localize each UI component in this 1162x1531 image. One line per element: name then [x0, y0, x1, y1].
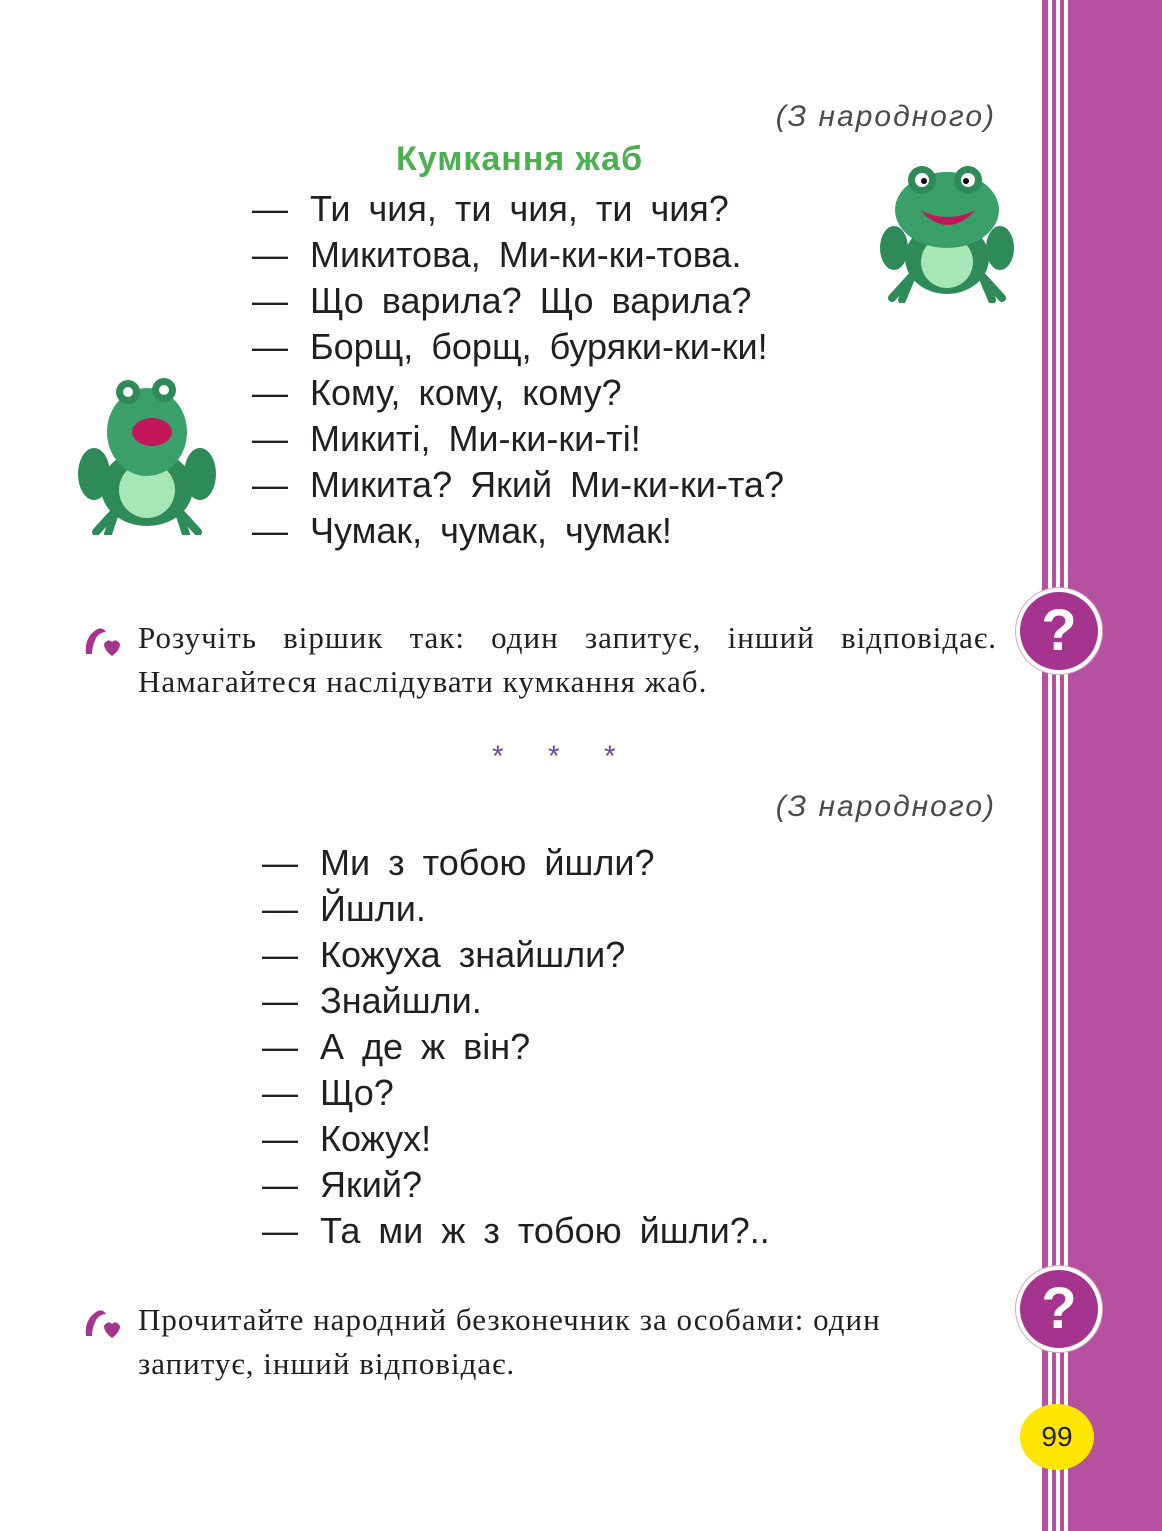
dialogue-dash: —	[252, 234, 288, 275]
poem-line	[262, 1116, 770, 1162]
question-mark-icon	[1020, 1270, 1098, 1348]
poem-line	[252, 462, 784, 508]
dialogue-dash: —	[252, 372, 288, 413]
poem-line	[262, 886, 770, 932]
poem-line-text: Знайшли.	[320, 980, 482, 1021]
poem-line	[252, 370, 784, 416]
task-paragraph	[82, 616, 997, 704]
page-number: 99	[1020, 1404, 1094, 1470]
poem-line-text: Йшли.	[320, 888, 426, 929]
pencil-heart-icon	[82, 624, 122, 660]
poem-line	[252, 186, 784, 232]
dialogue-dash: —	[262, 1118, 298, 1159]
poem-line-text: Кожуха знайшли?	[320, 934, 626, 975]
dialogue-dash: —	[262, 1210, 298, 1251]
poem-line-text: Ми з тобою йшли?	[320, 842, 655, 883]
dialogue-dash: —	[252, 510, 288, 551]
poem-line-text: Що варила? Що варила?	[310, 280, 752, 321]
poem-line-text: Та ми ж з тобою йшли?..	[320, 1210, 770, 1251]
dialogue-dash: —	[252, 418, 288, 459]
source-note: (З народного)	[775, 100, 996, 133]
dialogue-dash: —	[252, 464, 288, 505]
poem-line-text: А де ж він?	[320, 1026, 531, 1067]
poem-line	[252, 232, 784, 278]
pencil-heart-icon	[82, 1306, 122, 1342]
poem-line	[262, 932, 770, 978]
poem-line-text: Борщ, борщ, буряки-ки-ки!	[310, 326, 768, 367]
question-badge	[1016, 1266, 1102, 1352]
dialogue-dash: —	[262, 1072, 298, 1113]
poem-line-text: Що?	[320, 1072, 394, 1113]
poem-line	[262, 1208, 770, 1254]
poem-line-text: Чумак, чумак, чумак!	[310, 510, 672, 551]
dialogue-dash: —	[262, 888, 298, 929]
dialogue-dash: —	[252, 280, 288, 321]
frog-illustration	[872, 158, 1022, 303]
question-badge	[1016, 588, 1102, 674]
poem-frogs	[252, 186, 784, 554]
source-note: (З народного)	[775, 790, 996, 823]
dialogue-dash: —	[262, 1026, 298, 1067]
svg-text:?: ?	[1041, 598, 1077, 663]
poem-line	[262, 1024, 770, 1070]
poem-line	[252, 508, 784, 554]
poem-line	[252, 324, 784, 370]
dialogue-dash: —	[252, 188, 288, 229]
poem-line-text: Кожух!	[320, 1118, 432, 1159]
poem-line-text: Микиті, Ми-ки-ки-ті!	[310, 418, 641, 459]
section-separator: * * *	[492, 740, 634, 773]
poem-title: Кумкання жаб	[396, 140, 644, 178]
frog-illustration	[72, 370, 222, 535]
task-text: Прочитайте народний безконечник за особами: один запитує, інший відповідає.	[138, 1302, 881, 1381]
dialogue-dash: —	[262, 842, 298, 883]
poem-line-text: Микита? Який Ми-ки-ки-та?	[310, 464, 784, 505]
poem-line-text: Микитова, Ми-ки-ки-това.	[310, 234, 742, 275]
task-text: Розучіть віршик так: один запитує, інший відповідає. Намагайтеся наслідувати кумкання жаб.	[138, 620, 997, 699]
dialogue-dash: —	[262, 980, 298, 1021]
task-paragraph	[82, 1298, 997, 1386]
poem-line	[262, 840, 770, 886]
dialogue-dash: —	[262, 1164, 298, 1205]
poem-line	[262, 1162, 770, 1208]
dialogue-dash: —	[252, 326, 288, 367]
poem-line-text: Кому, кому, кому?	[310, 372, 622, 413]
poem-line-text: Який?	[320, 1164, 422, 1205]
question-mark-icon	[1020, 592, 1098, 670]
poem-line-text: Ти чия, ти чия, ти чия?	[310, 188, 729, 229]
poem-line	[252, 278, 784, 324]
dialogue-dash: —	[262, 934, 298, 975]
poem-line	[252, 416, 784, 462]
svg-text:?: ?	[1041, 1276, 1077, 1341]
poem-line	[262, 1070, 770, 1116]
poem-endless	[262, 840, 770, 1254]
poem-line	[262, 978, 770, 1024]
